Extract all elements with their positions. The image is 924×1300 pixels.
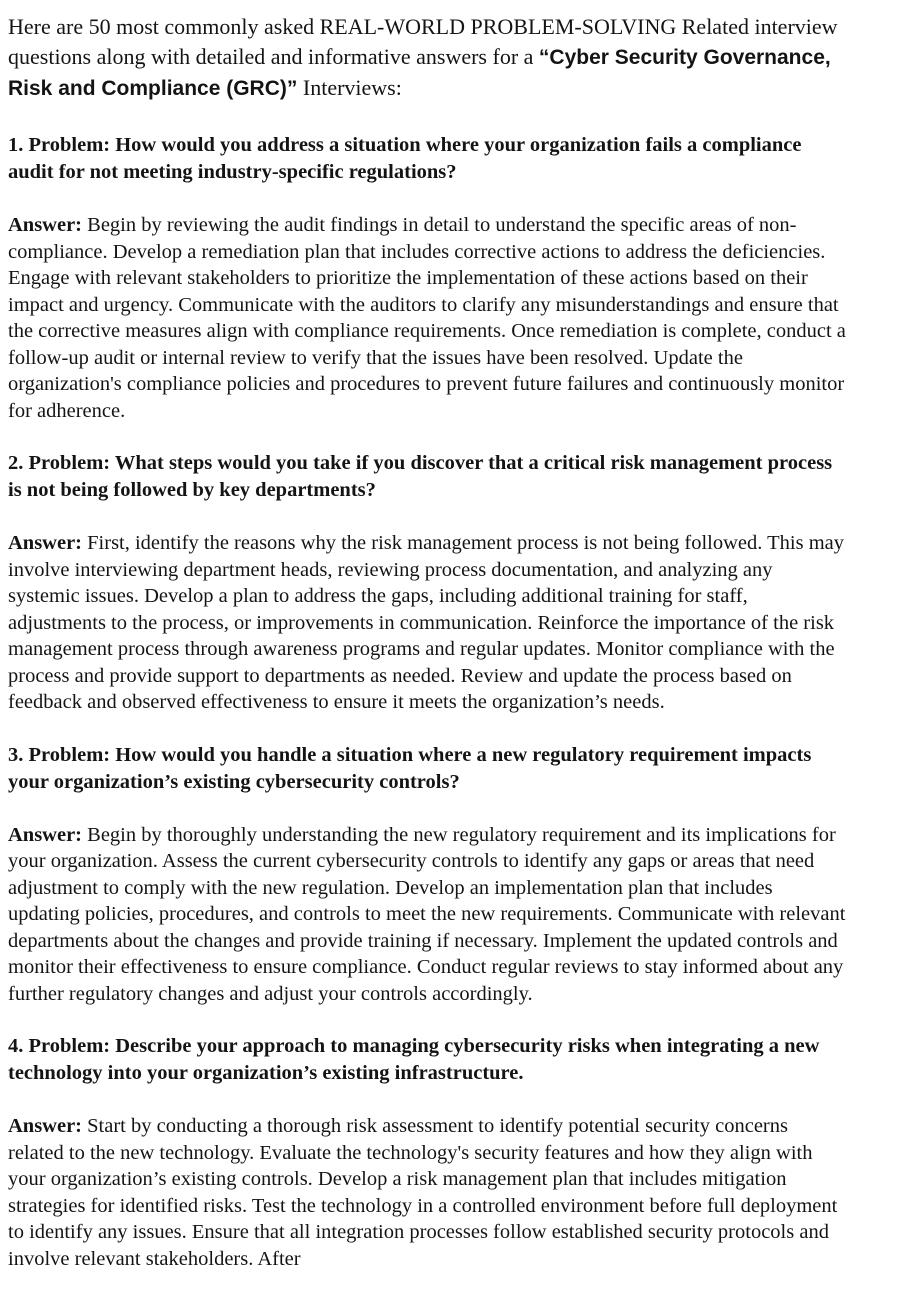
intro-prefix: Here are 50 most commonly asked REAL-WORLD PROBLEM-SOLVING Related interview questions along with detailed and informative answers for a [8, 14, 838, 69]
qa-block-4 [8, 1033, 848, 1272]
question-heading-3: 3. Problem: How would you handle a situation where a new regulatory requirement impacts your organization’s existing cybersecurity controls? [8, 743, 812, 793]
qa-block-2 [8, 450, 848, 716]
answer-text-3: Begin by thoroughly understanding the new regulatory requirement and its implications for your organization. Assess the current cybersecurity controls to identify any gaps or areas that need adjustment to comply with the new regulation. Develop an implementation plan that includes updating policies, procedures, and controls to meet the new requirements. Communicate with relevant departments about the changes and provide training if necessary. Implement the updated controls and monitor their effectiveness to ensure compliance. Conduct regular reviews to stay informed about any further regulatory changes and adjust your controls accordingly. [8, 823, 846, 1005]
qa-block-1 [8, 132, 848, 424]
intro-suffix: Interviews: [297, 75, 402, 100]
answer-text-4: Start by conducting a thorough risk assessment to identify potential security concerns related to the new technology. Evaluate the technology's security features and how they align with your organization’s existing controls. Develop a risk management plan that includes mitigation strategies for identified risks. Test the technology in a controlled environment before full deployment to identify any issues. Ensure that all integration processes follow established security protocols and involve relevant stakeholders. After [8, 1115, 838, 1270]
answer-paragraph-1 [8, 212, 848, 424]
question-heading-4: 4. Problem: Describe your approach to managing cybersecurity risks when integrating a new technology into your organization’s existing infrastructure. [8, 1035, 820, 1084]
answer-label-2: Answer: [8, 532, 83, 554]
answer-text-2: First, identify the reasons why the risk management process is not being followed. This may involve interviewing department heads, reviewing process documentation, and analyzing any systemic issues. Develop a plan to address the gaps, including additional training for staff, adjustments to the process, or improvements in communication. Reinforce the importance of the risk management process through awareness programs and regular updates. Monitor compliance with the process and provide support to departments as needed. Review and update the process based on feedback and observed effectiveness to ensure it meets the organization’s needs. [8, 532, 844, 713]
answer-paragraph-2 [8, 530, 848, 716]
answer-label-4: Answer: [8, 1115, 83, 1137]
answer-paragraph-3 [8, 822, 848, 1008]
answer-text-1: Begin by reviewing the audit findings in detail to understand the specific areas of non-compliance. Develop a remediation plan that includes corrective actions to address the deficiencies. Engage with relevant stakeholders to prioritize the implementation of these actions based on their impact and urgency. Communicate with the auditors to clarify any misunderstandings and ensure that the corrective measures align with compliance requirements. Once remediation is complete, conduct a follow-up audit or internal review to verify that the issues have been resolved. Update the organization's compliance policies and procedures to prevent future failures and continuously monitor for adherence. [8, 214, 846, 422]
qa-block-3 [8, 742, 848, 1008]
answer-label-3: Answer: [8, 823, 83, 846]
question-heading-2: 2. Problem: What steps would you take if you discover that a critical risk management process is not being followed by key departments? [8, 452, 833, 501]
answer-label-1: Answer: [8, 214, 83, 236]
intro-paragraph [8, 12, 848, 104]
question-heading-1: 1. Problem: How would you address a situation where your organization fails a compliance audit for not meeting industry-specific regulations? [8, 134, 802, 183]
answer-paragraph-4 [8, 1113, 848, 1272]
grc-title-highlight: “Cyber Security Governance, Risk and Compliance (GRC)” [8, 46, 831, 100]
